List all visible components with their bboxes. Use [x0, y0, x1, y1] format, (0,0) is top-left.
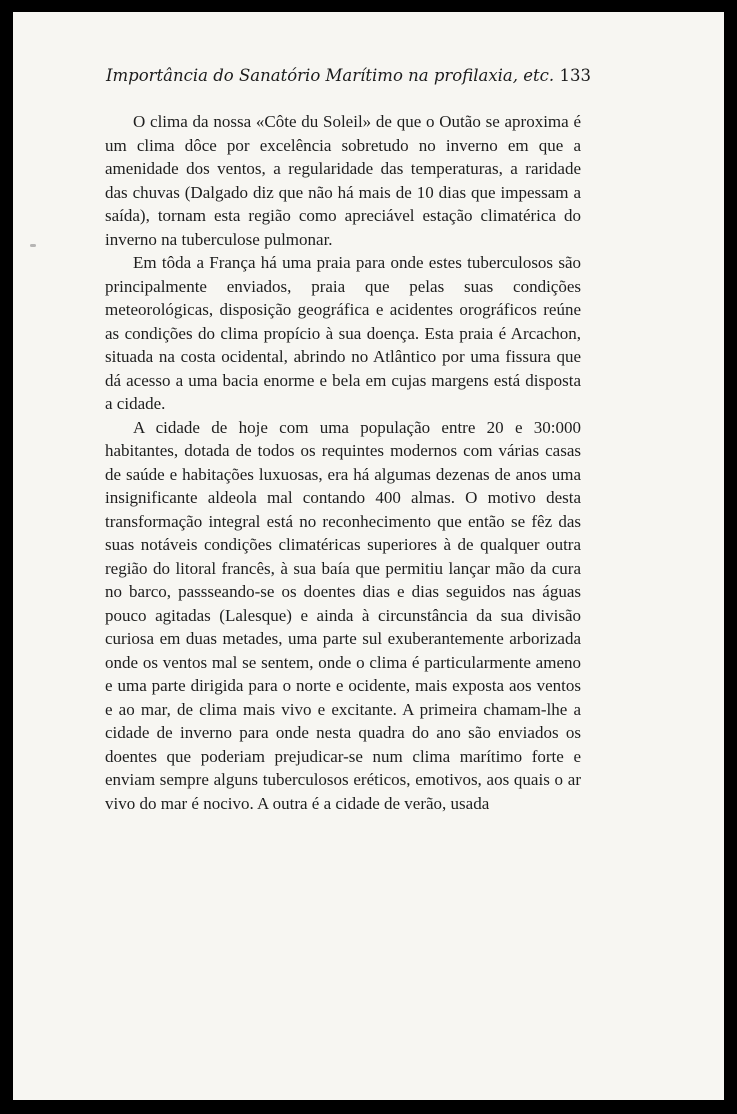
- body-text: [105, 110, 581, 815]
- paragraph: A cidade de hoje com uma população entre 20 e 30:000 habitantes, dotada de todos os requintes modernos com várias casas de saúde e habitações luxuosas, era há algumas dezenas de anos uma insignificante aldeola mal contando 400 almas. O motivo desta transformação integral está no reconhecimento que então se fêz das suas notáveis condições climatéricas superiores à de qualquer outra região do litoral francês, à sua baía que permitiu lançar mão da cura no barco, passseando-se os doentes dias e dias seguidos nas águas pouco agitadas (Lalesque) e ainda à circunstância da sua divisão curiosa em duas metades, uma parte sul exuberantemente arborizada onde os ventos mal se sentem, onde o clima é particularmente ameno e uma parte dirigida para o norte e ocidente, mais exposta aos ventos e ao mar, de clima mais vivo e excitante. A primeira chamam-lhe a cidade de inverno para onde nesta quadra do ano são enviados os doentes que poderiam prejudicar-se num clima marítimo forte e enviam sempre alguns tuberculosos eréticos, emotivos, aos quais o ar vivo do mar é nocivo. A outra é a cidade de verão, usada: [105, 417, 581, 813]
- scan-speck: [30, 244, 36, 247]
- paragraph: O clima da nossa «Côte du Soleil» de que o Outão se aproxima é um clima dôce por excelência sobretudo no inverno em que a amenidade dos ventos, a regularidade das temperaturas, a raridade das chuvas (Dalgado diz que não há mais de 10 dias que impessam a saída), tornam esta região como apreciável estação climatérica do inverno na tuberculose pulmonar.: [105, 112, 581, 249]
- running-header: [106, 66, 591, 96]
- page-number: 133: [559, 66, 591, 85]
- paragraph: Em tôda a França há uma praia para onde estes tuberculosos são principalmente enviados, praia que pelas suas condições meteorológicas, disposição geográfica e acidentes orográficos reúne as condições do clima propício à sua doença. Esta praia é Arcachon, situada na costa ocidental, abrindo no Atlântico por uma fissura que dá acesso a uma bacia enorme e bela em cujas margens está disposta a cidade.: [105, 253, 581, 413]
- running-title: Importância do Sanatório Marítimo na profilaxia, etc.: [106, 66, 555, 85]
